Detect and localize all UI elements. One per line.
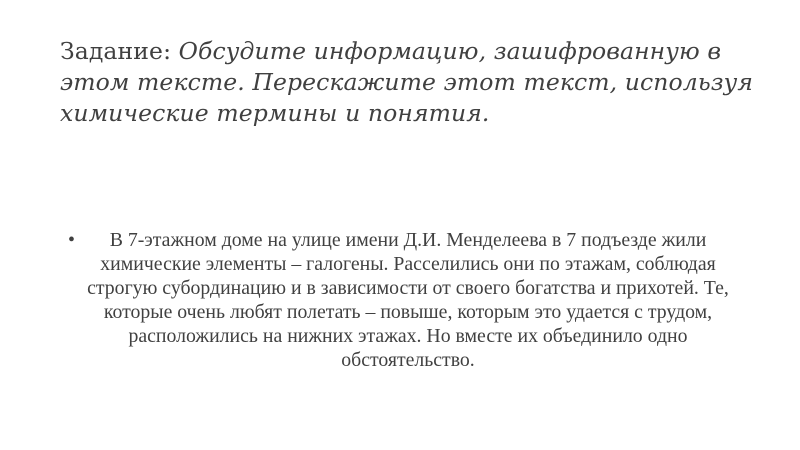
bullet-icon: •: [68, 229, 75, 251]
title-task-text: Обсудите информацию, зашифрованную в этом тексте. Перескажите этот текст, используя химические термины и понятия.: [60, 37, 754, 127]
title-prefix: Задание:: [60, 37, 179, 65]
bullet-item: [68, 228, 748, 372]
slide-title: [60, 36, 760, 129]
bullet-text: В 7-этажном доме на улице имени Д.И. Менделеева в 7 подъезде жили химические элементы – галогены. Расселились они по этажам, соблюдая строгую субординацию и в зависимости от своего богатства и прихотей. Те, которые очень любят полетать – повыше, которым это удается с трудом, расположились на нижних этажах. Но вместе их объединило одно обстоятельство.: [87, 229, 729, 371]
